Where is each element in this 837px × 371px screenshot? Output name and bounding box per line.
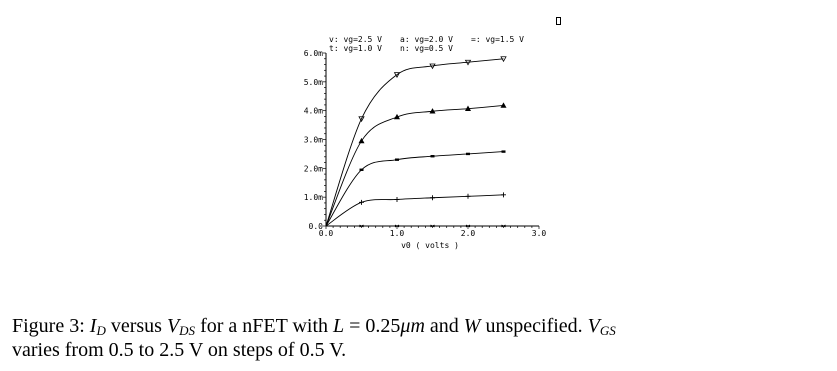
data-point-series-3 [501, 192, 506, 197]
x-tick-label: 1.0 [389, 229, 405, 238]
data-point-series-3 [395, 197, 400, 202]
y-tick-label: 4.0m [303, 106, 323, 116]
and-text: and [429, 315, 459, 337]
legend-entry: a: vg=2.0 V [400, 35, 453, 44]
micron-unit: μm [400, 315, 425, 337]
series-line-1 [326, 105, 504, 226]
series-line-3 [326, 195, 504, 226]
axes [323, 53, 539, 229]
id-symbol: I [89, 315, 97, 337]
y-tick-label: 6.0m [303, 49, 323, 58]
id-subscript: D [96, 323, 106, 338]
caption-text-b: unspecified. [485, 315, 583, 337]
series-curves [326, 59, 504, 226]
legend [329, 35, 524, 53]
y-tick-label: 3.0m [303, 135, 323, 145]
caption-text-a: for a nFET with [200, 315, 329, 337]
data-point-series-3 [430, 195, 435, 200]
series-line-0 [326, 59, 504, 226]
vds-symbol: V [166, 315, 180, 337]
y-tick-label: 0.0 [308, 222, 323, 231]
l-symbol: L [333, 315, 345, 337]
vgs-subscript: GS [599, 323, 616, 338]
y-tick-label: 1.0m [303, 193, 323, 203]
data-point-series-3 [466, 194, 471, 199]
tick-labels [304, 49, 547, 238]
versus-text: versus [110, 315, 162, 337]
legend-entry: =: vg=1.5 V [471, 35, 524, 44]
y-tick-label: 5.0m [303, 77, 323, 87]
x-tick-label: 3.0 [531, 229, 547, 238]
w-symbol: W [463, 315, 481, 337]
data-point-series-2 [360, 169, 364, 171]
y-tick-label: 2.0m [303, 164, 323, 174]
l-value: 0.25 [365, 315, 401, 337]
data-point-series-2 [431, 155, 435, 157]
data-point-series-3 [359, 200, 364, 205]
x-tick-label: 2.0 [460, 229, 476, 238]
data-point-series-2 [395, 158, 399, 160]
series-line-2 [326, 152, 504, 226]
figure-label: Figure 3: [12, 315, 85, 337]
caption-line-2: varies from 0.5 to 2.5 V on steps of 0.5 V. [12, 339, 347, 361]
x-axis-label: v0 ( volts ) [401, 241, 459, 250]
data-point-series-2 [502, 150, 506, 152]
figure-caption [12, 314, 834, 362]
legend-entry: t: vg=1.0 V [329, 44, 382, 53]
equals-sign: = [349, 315, 361, 337]
window-corner-icon [556, 17, 561, 25]
vds-subscript: DS [179, 323, 196, 338]
legend-entry: v: vg=2.5 V [329, 35, 382, 44]
series-markers [359, 57, 506, 227]
data-point-series-2 [466, 153, 470, 155]
vgs-symbol: V [587, 315, 600, 337]
legend-entry: n: vg=0.5 V [400, 44, 453, 53]
x-tick-label: 0.0 [318, 229, 334, 238]
